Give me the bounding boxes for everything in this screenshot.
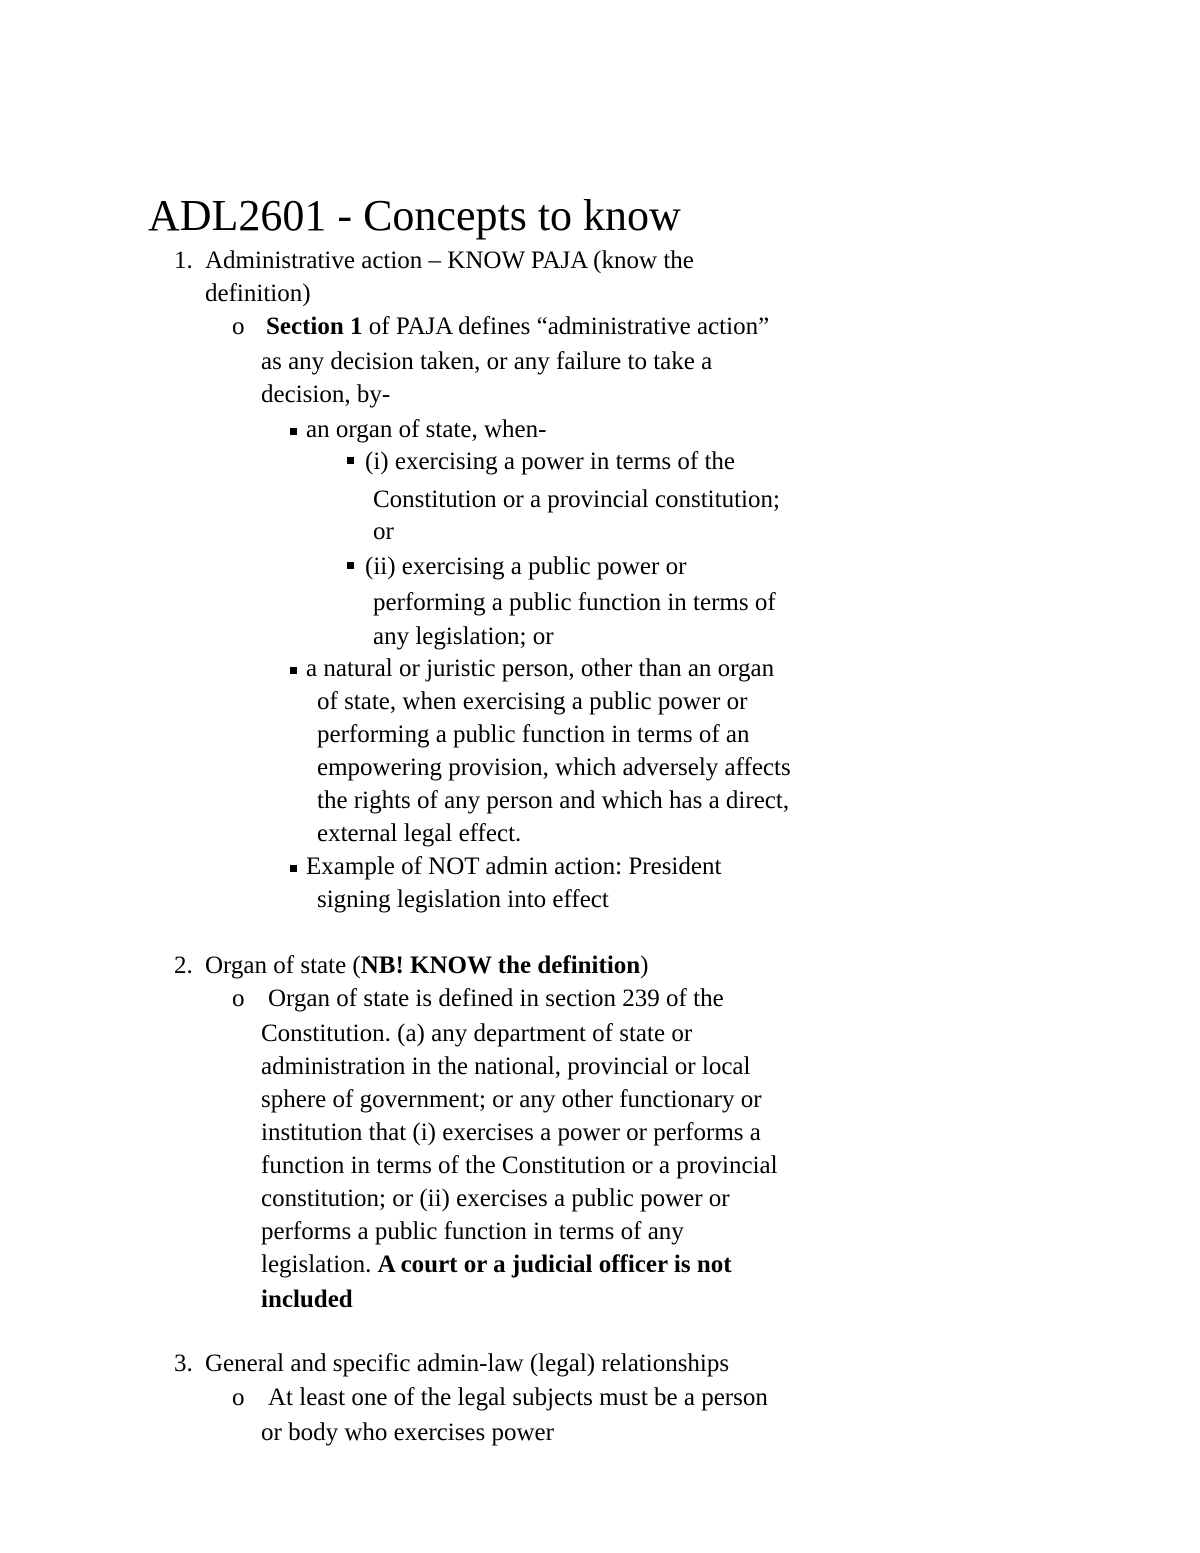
text-line: any legislation; or xyxy=(373,623,554,650)
page-title: ADL2601 - Concepts to know xyxy=(148,191,681,240)
bold-text: A court or a judicial officer is not xyxy=(377,1251,732,1278)
item-heading xyxy=(205,949,649,982)
item-number: 1. xyxy=(174,247,193,274)
text-line: the rights of any person and which has a direct, xyxy=(317,787,790,814)
text-line: decision, by- xyxy=(261,381,391,408)
text-line: or body who exercises power xyxy=(261,1419,554,1446)
text-line: function in terms of the Constitution or a provincial xyxy=(261,1152,778,1179)
text-line: signing legislation into effect xyxy=(317,886,609,913)
bold-text: Section 1 xyxy=(266,313,363,340)
text-line: constitution; or (ii) exercises a public power or xyxy=(261,1185,730,1212)
item-heading: General and specific admin-law (legal) relationships xyxy=(205,1350,730,1377)
text-line: a natural or juristic person, other than an organ xyxy=(306,655,775,682)
text-line: (i) exercising a power in terms of the xyxy=(365,448,736,475)
item-number: 3. xyxy=(174,1350,193,1377)
square-bullet-icon xyxy=(347,457,354,464)
text-line: or xyxy=(373,518,394,545)
square-bullet-icon xyxy=(290,667,297,674)
item-heading-line: definition) xyxy=(205,280,311,307)
text-line: of state, when exercising a public power or xyxy=(317,688,748,715)
circle-bullet-icon: o xyxy=(232,985,245,1012)
list-item xyxy=(266,310,769,343)
text-line: performs a public function in terms of any xyxy=(261,1218,684,1245)
bold-text: NB! KNOW the definition xyxy=(360,952,641,979)
text-line: Organ of state is defined in section 239 of the xyxy=(268,985,724,1012)
item-heading-line: Administrative action – KNOW PAJA (know the xyxy=(205,247,694,274)
text-line: performing a public function in terms of an xyxy=(317,721,750,748)
text-line: Example of NOT admin action: President xyxy=(306,853,722,880)
text: of PAJA defines “administrative action” xyxy=(362,313,770,340)
text: Organ of state ( xyxy=(205,952,361,979)
text-line: administration in the national, provincial or local xyxy=(261,1053,751,1080)
text-line: performing a public function in terms of xyxy=(373,589,776,616)
square-bullet-icon xyxy=(290,865,297,872)
text-line: Constitution. (a) any department of state or xyxy=(261,1020,693,1047)
circle-bullet-icon: o xyxy=(232,313,245,340)
text-line: institution that (i) exercises a power or performs a xyxy=(261,1119,761,1146)
text: ) xyxy=(640,952,649,979)
text-line: Constitution or a provincial constitution; xyxy=(373,486,780,513)
text-line: At least one of the legal subjects must be a person xyxy=(268,1384,768,1411)
text-line: (ii) exercising a public power or xyxy=(365,553,687,580)
circle-bullet-icon: o xyxy=(232,1384,245,1411)
text-line xyxy=(261,1248,732,1281)
text-line: as any decision taken, or any failure to take a xyxy=(261,348,713,375)
text-line: empowering provision, which adversely affects xyxy=(317,754,791,781)
list-item: an organ of state, when- xyxy=(306,416,547,443)
square-bullet-icon xyxy=(347,562,354,569)
text-line: external legal effect. xyxy=(317,820,522,847)
item-number: 2. xyxy=(174,952,193,979)
bold-text: included xyxy=(261,1286,353,1313)
square-bullet-icon xyxy=(290,428,297,435)
text-line: sphere of government; or any other functionary or xyxy=(261,1086,762,1113)
text: legislation. xyxy=(261,1251,378,1278)
